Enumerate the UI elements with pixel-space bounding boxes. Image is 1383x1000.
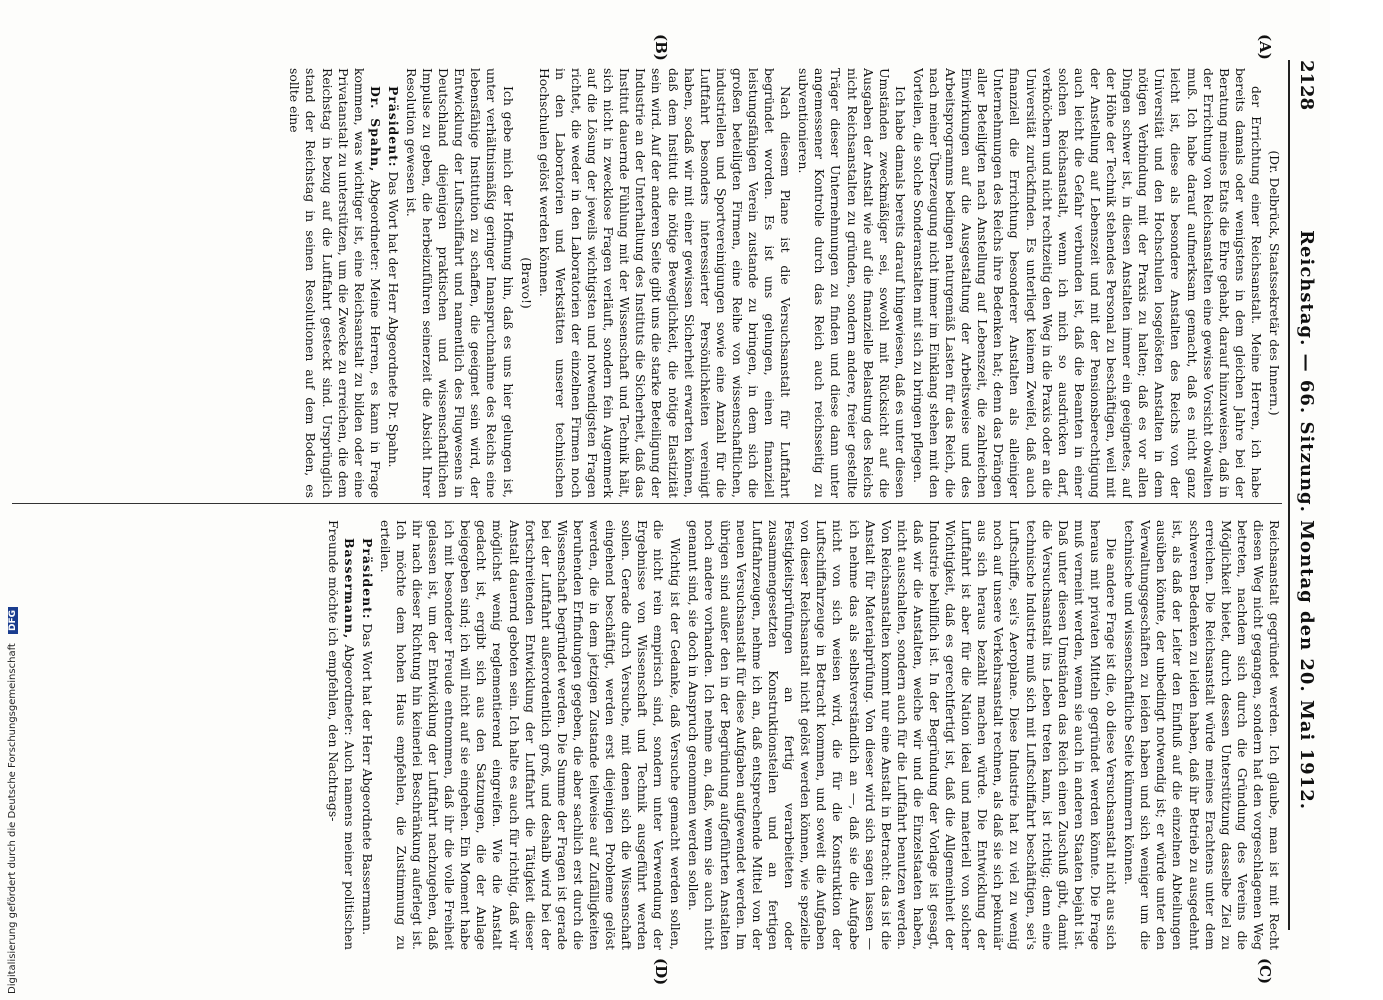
speaker-name: Bassermann, xyxy=(341,538,357,640)
footer-credit xyxy=(7,607,18,994)
left-column xyxy=(12,68,1282,498)
speech-paragraph xyxy=(324,520,356,950)
interjection: (Bravo!) xyxy=(518,257,534,309)
body-paragraph: Nach diesem Plane ist die Versuchsanstalt für Luftfahrt begründet worden. Es ist uns gelungen, einen finanziell leistungsfähigen Verein zustande zu bringen, in dem sich die großen beteiligten Firmen, eine Reihe von wissenschaftlichen, industriellen und Sportvereinigungen sowie eine Anzahl für die Luftfahrt besonders interessierter Persönlichkeiten vereinigt haben, sodaß wir mit einer gewissen Sicherheit erwarten können, daß dem Institut die nötige Beweglichkeit, die nötige Elastizität sein wird. Auf der anderen Seite gibt uns die starke Beteiligung der Industrie an der Unterhaltung des Instituts die Sicherheit, daß das Institut dauernde Fühlung mit der Wissenschaft und Technik hält, sich nicht in zwecklose Fragen verläuft, sondern fein Augenmerk auf die Lösung der jeweils wichtigsten und notwendigsten Fragen richtet, die weder in den Laboratorien der einzelnen Firmen noch in den Laboratorien und Werkstätten unserer technischen Hochschulen gelöst werden können. xyxy=(536,68,794,498)
dfg-logo: DFG xyxy=(8,607,18,634)
column-divider xyxy=(12,503,1282,504)
page-title: Reichstag. — 66. Sitzung. Montag den 20. Mai 1912. xyxy=(1296,230,1318,811)
speech-text: Abgeordneter: Auch namens meiner politischen Freunde möchte ich empfehlen, den Nachtrags- xyxy=(325,520,357,950)
body-paragraph: Die andere Frage ist die, ob diese Versuchsanstalt nicht aus sich heraus mit privaten Mitteln gegründet werden könnte. Die Frage muß verneint werden, wenn sie auch in anderen Staaten bejaht ist. Daß unter diesen Umständen das Reich einen Zuschuß gibt, damit die Versuchsanstalt ins Leben treten kann, ist richtig; denn eine technische Industrie muß sich mit Luftschiffahrt beschäftigen, sei's Luftschiffe, sei's Aeroplane. Diese Industrie hat zu viel zu wenig noch auf unsere Verkehrsanstalt rechnen, als daß sie sich pekuniär aus sich heraus bezahlt machen würde. Die Entwicklung der Luftfahrt ist aber für die Nation ideal und materiell von solcher Wichtigkeit, daß es gerechtfertigt ist, daß die Allgemeinheit der Industrie behilflich ist. In der Begründung der Vorlage ist gesagt, daß wir die Anstalten, welche wir und die Einzelstaaten haben, nicht ausschalten, sondern auch für die Luftfahrt benutzen werden. Von Reichsanstalten kommt nur eine Anstalt in Betracht: das ist die Anstalt für Materialprüfung. Von dieser wird sich sagen lassen — ich nehme das als selbstverständlich an —, daß sie die Aufgabe nicht von sich weisen wird, die für die Konstruktion der Luftschiffahrzeuge in Betracht kommen, und soweit die Aufgaben von dieser Reichsanstalt nicht gelöst werden können, wie spezielle Festigkeitsprüfungen an fertig verarbeiteten oder zusammengesetzten Konstruktionsteilen und an fertigen Luftfahrzeugen, nehme ich an, daß entsprechende Mittel von der neuen Versuchsanstalt für diese Aufgaben aufgewendet werden. Im übrigen sind außer den in der Begründung aufgeführten Anstalten noch andere vorhanden. Ich nehme an, daß, wenn sie auch nicht genannt sind, sie doch in Anspruch genommen werden sollen. xyxy=(685,520,1120,950)
margin-letter-d: (D) xyxy=(652,958,670,986)
footer-strip xyxy=(4,4,22,994)
speech-paragraph xyxy=(385,68,401,498)
margin-letter-a: (A) xyxy=(1256,34,1274,60)
body-paragraph: der Errichtung einer Reichsanstalt. Meine Herren, ich habe bereits damals oder wenigstens in dem gleichen Jahre bei der Beratung meines Etats die Ehre gehabt, darauf hinzuweisen, daß in der Errichtung von Reichsanstalten eine gewisse Vorsicht obwalten muß. Ich habe darauf aufmerksam gemacht, daß es nicht ganz leicht ist, diese als besondere Anstalten des Reichs von der Universität und den Hochschulen losgelösten Anstalten in dem nötigen Verbindung mit der Praxis zu halten; daß es vor allen Dingen schwer ist, in diesen Anstalten immer ein geeignetes, auf der Höhe der Technik stehendes Personal zu beschäftigen, weil mit der Anstellung auf Lebenszeit und mit der Pensionsberechtigung auch leicht die Gefahr verbunden ist, daß die Beamten in einer solchen Reichsanstalt, wenn ich mich so ausdrücken darf, verknöchern und nicht rechtzeitig den Weg in die Praxis oder an die Universität zurückfinden. Es unterliegt keinem Zweifel, daß auch finanziell die Errichtung besonderer Anstalten als alleiniger Unternehmungen des Reichs ihre Bedenken hat; denn das Drängen aller Beteiligten nach Anstellung auf Lebenszeit, die zahlreichen Einwirkungen auf die Ausgestaltung der Arbeitsweise und des Arbeitsprogramms bedingen naturgemäß Lasten für das Reich, die nach meiner Überzeugung nicht immer im Einklang stehen mit den Vorteilen, die solche Sonderanstalten mit sich zu bringen pflegen. xyxy=(910,68,1264,498)
body-paragraph: Ich gebe mich der Hoffnung hin, daß es uns hier gelungen ist, unter verhältnismäßig geringer Inanspruchnahme des Reichs eine lebensfähige Institution zu schaffen, die geeignet sein wird, der Entwicklung der Luftschiffahrt und namentlich des Flugwesens in Deutschland diejenigen praktischen und wissenschaftlichen Impulse zu geben, die herbeizuführen seinerzeit die Absicht Ihrer Resolution gewesen ist. xyxy=(404,68,516,498)
header-rule xyxy=(1288,60,1290,930)
page-number: 2128 xyxy=(1296,60,1318,111)
speaker-attribution: (Dr. Delbrück, Staatssekretär des Innern.) xyxy=(1267,150,1282,416)
body-paragraph: Reichsanstalt gegründet werden. Ich glaube, man ist mit Recht diesen Weg nicht gegangen, sondern hat den vorgeschlagenen Weg betreten, nachdem sich durch die Gründung des Vereins die Möglichkeit bietet, durch dessen Unterstützung dasselbe Ziel zu erreichen. Die Reichsanstalt würde meines Erachtens unter dem schweren Bedenken zu leiden haben, daß ihr Betrieb zu ausgedehnt ist, als daß der Leiter den Einfluß auf die einzelnen Abteilungen ausüben könnte, der unbedingt notwendig ist; er würde unter den Verwaltungsgeschäften zu leiden haben und sich weniger um die technische und wissenschaftliche Seite kümmern können. xyxy=(1122,520,1282,950)
body-paragraph: Ich habe damals bereits darauf hingewiesen, daß es unter diesen Umständen zweckmäßiger sei, sowohl mit Rücksicht auf die Ausgaben der Anstalt wie auf die finanzielle Belastung des Reichs nicht Reichsanstalten zu gründen, sondern andere, freier gestellte Träger dieser Unternehmungen zu finden und diese dann unter angemessener Kontrolle durch das Reich auch reichsseitig zu subventionieren. xyxy=(796,68,908,498)
speech-paragraph xyxy=(286,68,383,498)
speaker-name: Dr. Spahn, xyxy=(367,86,383,173)
speech-text: Das Wort hat der Herr Abgeordnete Dr. Spahn. xyxy=(385,171,401,468)
margin-letter-b: (B) xyxy=(652,34,670,61)
body-paragraph: Wichtig ist der Gedanke, daß Versuche gemacht werden sollen, die nicht rein empirisch sind, sondern unter Verwendung der Ergebnisse von Wissenschaft und Technik ausgeführt werden sollen. Gerade durch Versuche, mit denen sich die Wissenschaft eingehend beschäftigt, werden erst diejenigen Probleme gelöst werden, die in dem jetzigen Zustande teilweise auf Zufälligkeiten beruhenden Erfindungen gegeben, die aber sachlich erst durch die Wissenschaft begründet werden. Die Summe der Fragen ist gerade bei der Luftfahrt außerordentlich groß, und deshalb wird bei der fortschreitenden Entwicklung der Luftfahrt die Tätigkeit dieser Anstalt dauernd geboten sein. Ich halte es auch für richtig, daß wir möglichst wenig reglementierend eingreifen. Wie die Anstalt gedacht ist, ergibt sich aus den Satzungen, die der Anlage beigegeben sind; ich will nicht auf sie eingehen. Ein Moment habe ich mit besonderer Freude entnommen, daß ihr die volle Freiheit gelassen ist, um der Entwicklung der Luftfahrt nachzugehen, daß ihr nach dieser Richtung hin keinerlei Beschränkung auferlegt ist. Ich möchte dem hohen Haus empfehlen, die Zustimmung zu erteilen. xyxy=(377,520,683,950)
margin-letter-c: (C) xyxy=(1256,958,1274,985)
speech-paragraph xyxy=(359,520,375,950)
speech-text: Das Wort hat der Herr Abgeordnete Bassermann. xyxy=(359,623,375,936)
speech-text: Abgeordneter: Meine Herren, es kann in Frage kommen, was wichtiger ist, eine Reichsanstalt zu bilden oder eine Privatanstalt zu unterstützen, um die Zwecke zu erreichen, die dem Reichstag in bezug auf die Luftfahrt gesteckt sind. Ursprünglich stand der Reichstag in seinen Resolutionen auf dem Boden, es sollte eine xyxy=(287,68,383,498)
right-column xyxy=(12,520,1282,950)
footer-credit-text: Digitalisierung gefördert durch die Deutsche Forschungsgemeinschaft xyxy=(7,643,18,994)
speaker-name: Präsident: xyxy=(385,86,401,168)
speaker-name: Präsident: xyxy=(359,538,375,620)
page-header xyxy=(1292,60,1322,930)
